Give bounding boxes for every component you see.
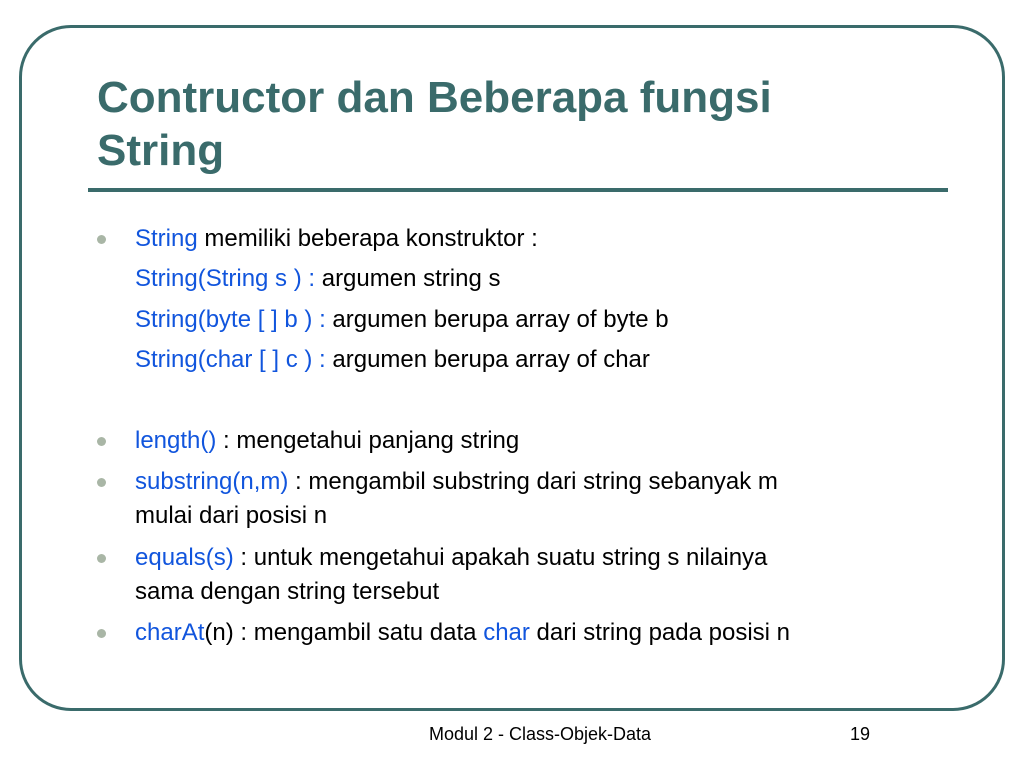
keyword: equals(s) (135, 544, 234, 571)
keyword: String (135, 225, 198, 252)
title-underline (88, 188, 948, 192)
bullet-charat (135, 615, 790, 650)
description: memiliki beberapa konstruktor : (197, 225, 538, 252)
bullet-dot-icon (97, 554, 106, 563)
bullet-equals-continued: sama dengan string tersebut (135, 578, 440, 605)
description: argumen berupa array of char (332, 346, 650, 373)
description: : mengetahui panjang string (216, 427, 520, 454)
bullet-length (135, 423, 519, 458)
keyword: String(String s ) : (135, 265, 322, 292)
footer-text: Modul 2 - Class-Objek-Data (428, 724, 652, 744)
constructor-byte (135, 302, 669, 337)
keyword: charAt (135, 619, 205, 646)
bullet-dot-icon (97, 629, 106, 638)
bullet-dot-icon (97, 478, 106, 487)
bullet-equals (135, 540, 767, 575)
description: argumen string s (321, 265, 501, 292)
keyword: String(char [ ] c ) : (135, 346, 333, 373)
description: (n) : mengambil satu data (204, 619, 484, 646)
keyword: length() (135, 427, 217, 454)
description: : untuk mengetahui apakah suatu string s nilainya (233, 544, 768, 571)
bullet-dot-icon (97, 437, 106, 446)
keyword-char: char (483, 619, 530, 646)
bullet-string-constructors (135, 221, 538, 256)
bullet-dot-icon (97, 235, 106, 244)
bullet-substring-continued: mulai dari posisi n (135, 502, 328, 529)
page-number: 19 (849, 724, 871, 744)
constructor-string (135, 261, 500, 296)
slide-title (97, 71, 957, 177)
description: argumen berupa array of byte b (332, 306, 669, 333)
title-line-1: Contructor dan Beberapa fungsi (97, 73, 772, 122)
keyword: String(byte [ ] b ) : (135, 306, 333, 333)
description-tail: dari string pada posisi n (529, 619, 791, 646)
constructor-char (135, 342, 650, 377)
title-line-2: String (97, 126, 225, 175)
bullet-substring (135, 464, 778, 499)
description: : mengambil substring dari string sebanyak m (288, 468, 778, 495)
keyword: substring(n,m) (135, 468, 289, 495)
